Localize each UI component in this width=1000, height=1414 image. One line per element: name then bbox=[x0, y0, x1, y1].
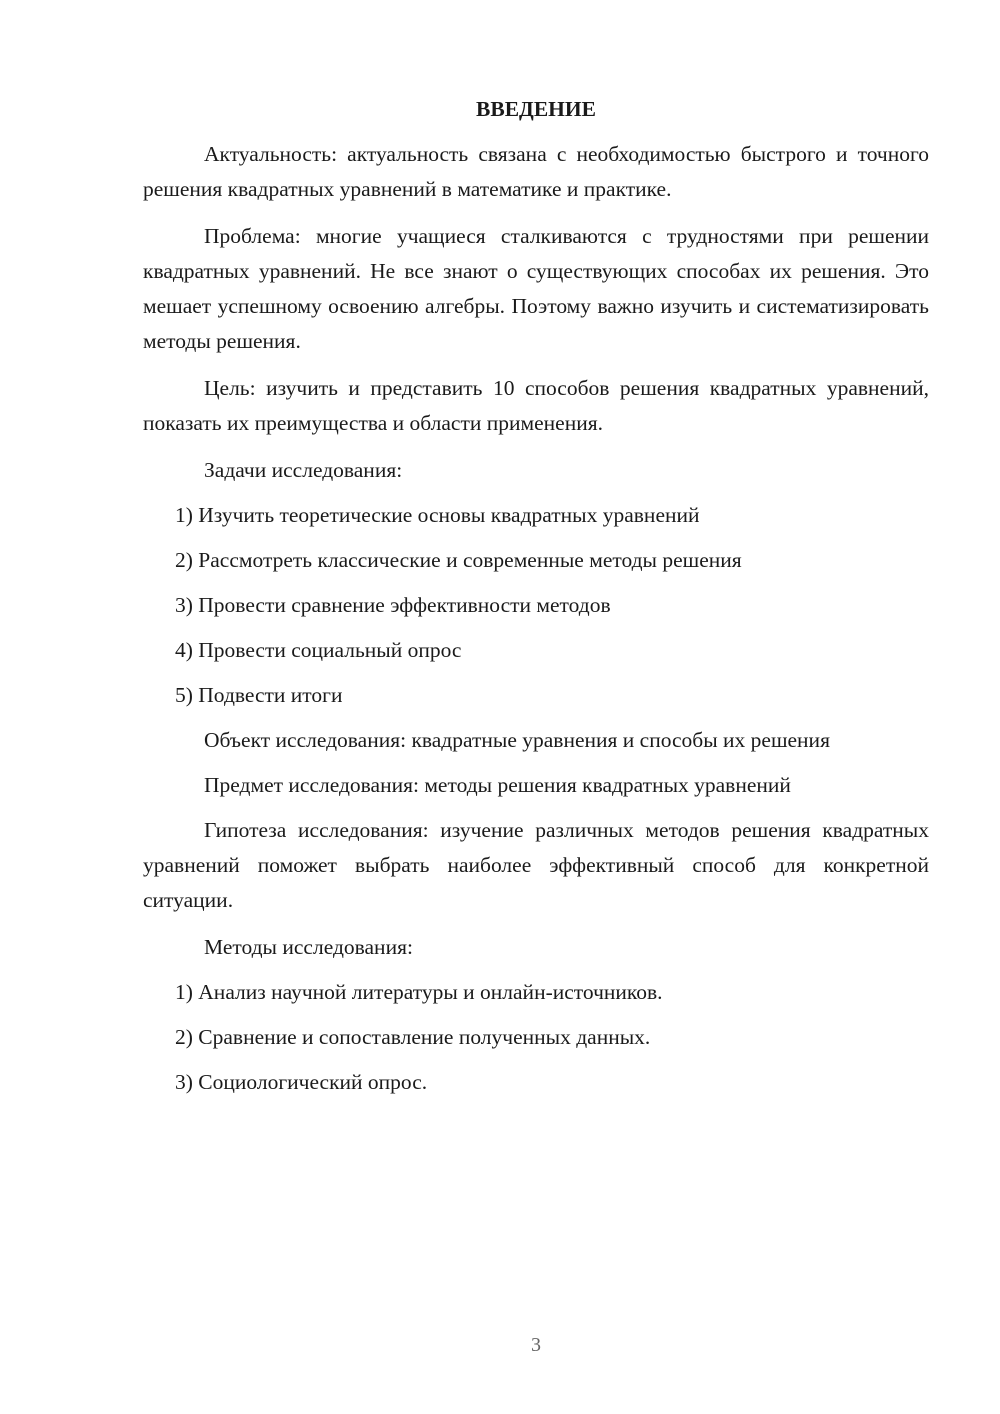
task-item: 2) Рассмотреть классические и современные методы решения bbox=[175, 548, 742, 572]
task-item: 1) Изучить теоретические основы квадратных уравнений bbox=[175, 503, 700, 527]
page-number: 3 bbox=[531, 1334, 541, 1356]
page-content bbox=[143, 92, 929, 1110]
task-item: 4) Провести социальный опрос bbox=[175, 638, 462, 662]
section-title: ВВЕДЕНИЕ bbox=[476, 97, 596, 121]
tasks-list bbox=[143, 498, 929, 713]
goal-paragraph: Цель: изучить и представить 10 способов решения квадратных уравнений, показать их преимущества и области применения. bbox=[143, 376, 929, 435]
hypothesis-paragraph: Гипотеза исследования: изучение различных методов решения квадратных уравнений поможет выбрать наиболее эффективный способ для конкретной ситуации. bbox=[143, 818, 929, 912]
problem-paragraph: Проблема: многие учащиеся сталкиваются с трудностями при решении квадратных уравнений. Не все знают о существующих способах их решения. Это мешает успешному освоению алгебры. Поэтому важно изучить и систематизировать методы решения. bbox=[143, 224, 929, 353]
subject-line: Предмет исследования: методы решения квадратных уравнений bbox=[204, 773, 791, 797]
task-item: 5) Подвести итоги bbox=[175, 683, 343, 707]
object-line: Объект исследования: квадратные уравнения и способы их решения bbox=[204, 728, 830, 752]
method-item: 1) Анализ научной литературы и онлайн-источников. bbox=[175, 980, 663, 1004]
method-item: 3) Социологический опрос. bbox=[175, 1070, 428, 1094]
tasks-heading: Задачи исследования: bbox=[204, 458, 403, 482]
task-item: 3) Провести сравнение эффективности методов bbox=[175, 593, 611, 617]
method-item: 2) Сравнение и сопоставление полученных данных. bbox=[175, 1025, 651, 1049]
methods-list bbox=[143, 975, 929, 1100]
relevance-paragraph: Актуальность: актуальность связана с необходимостью быстрого и точного решения квадратных уравнений в математике и практике. bbox=[143, 142, 929, 201]
methods-heading: Методы исследования: bbox=[204, 935, 413, 959]
